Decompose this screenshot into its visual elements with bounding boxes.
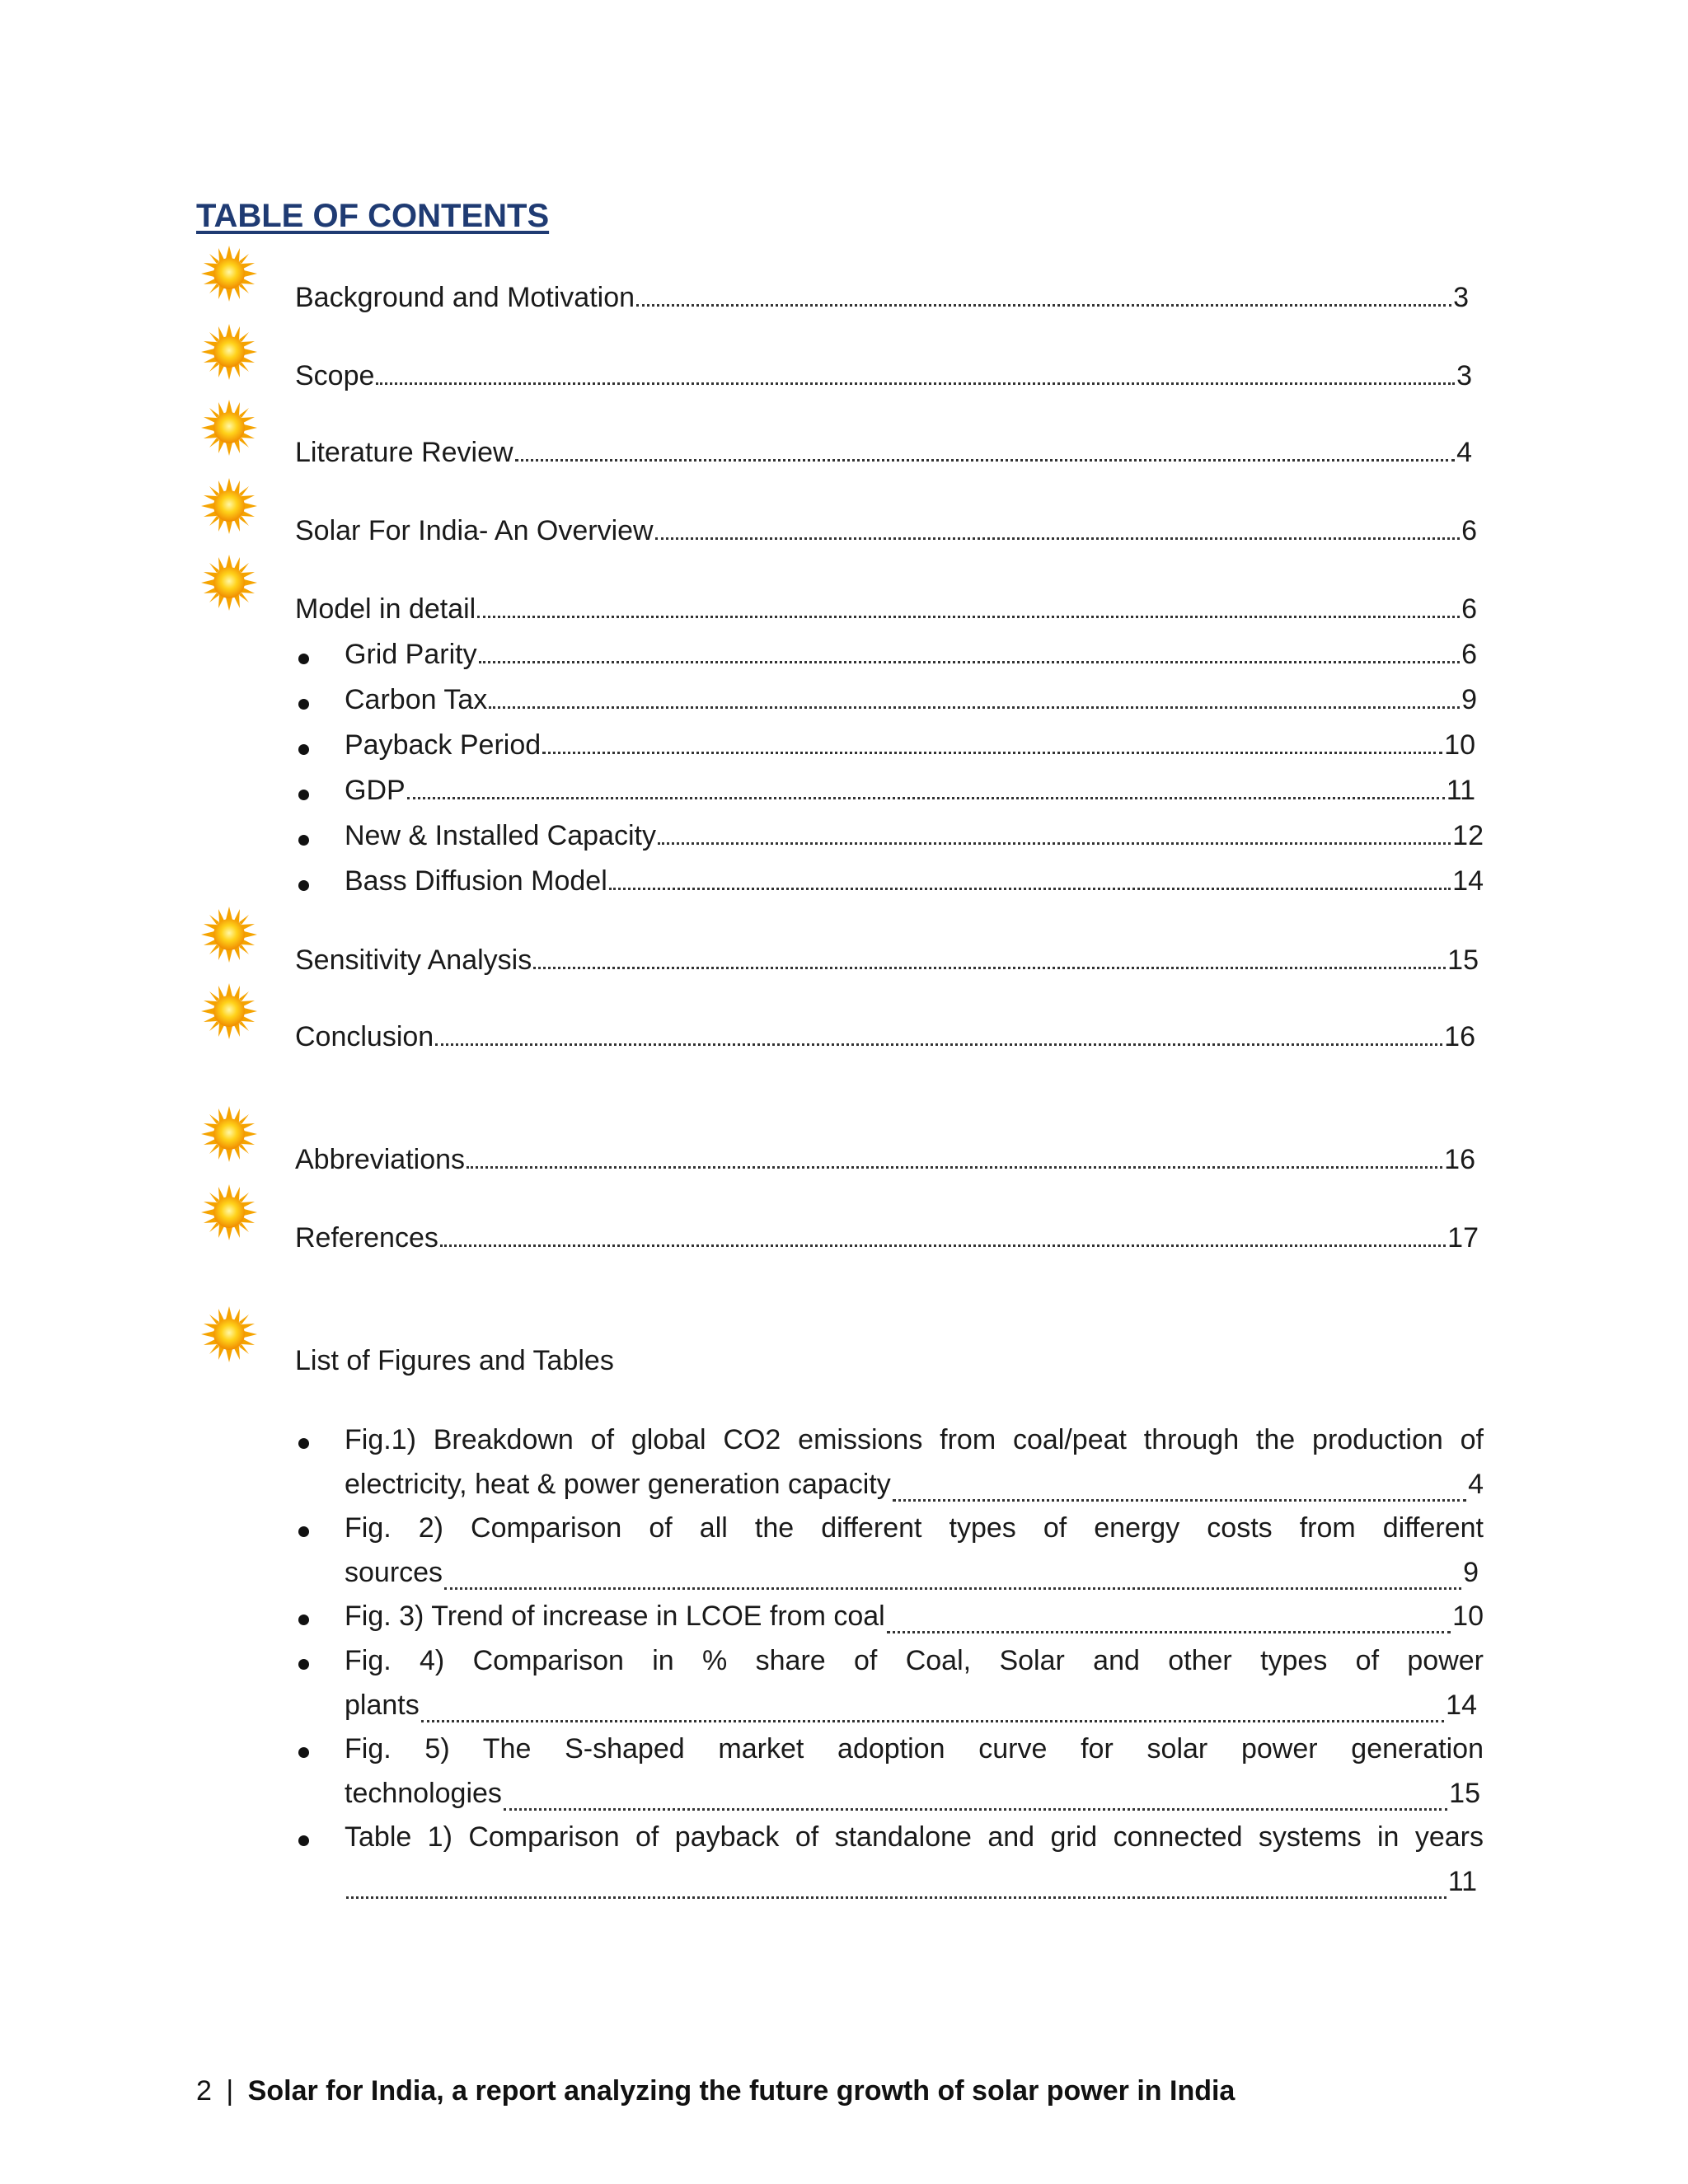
leader-dots: [467, 1166, 1442, 1169]
toc-entry-sensitivity[interactable]: [295, 946, 1479, 974]
toc-entry-label: Model in detail: [295, 593, 476, 625]
figure-entry-line2-row: [345, 1594, 1484, 1638]
leader-dots: [477, 616, 1460, 618]
leader-dots: [515, 459, 1456, 462]
figure-entry-line2-row: [345, 1683, 1477, 1727]
figure-entry-line1: Fig. 2) Comparison of all the different types of energy costs from different: [345, 1512, 1484, 1544]
toc-entry-label: Bass Diffusion Model: [345, 865, 607, 897]
figures-heading: [295, 1347, 614, 1375]
toc-subentry-gdp[interactable]: [345, 776, 1475, 804]
table-entry-1[interactable]: [345, 1815, 1484, 1904]
toc-subentry-carbon-tax[interactable]: [345, 686, 1477, 714]
toc-entry-page: 4: [1456, 437, 1472, 468]
toc-subentry-bass-diffusion[interactable]: [345, 867, 1484, 895]
leader-dots: [504, 1808, 1447, 1811]
toc-entry-page: 3: [1453, 282, 1469, 313]
leader-dots: [435, 1043, 1442, 1046]
leader-dots: [489, 706, 1460, 709]
figure-entry-line2: Fig. 3) Trend of increase in LCOE from coal: [345, 1601, 885, 1632]
sun-icon: [201, 324, 257, 380]
footer-page-number: 2: [196, 2075, 212, 2107]
sun-icon: [201, 400, 257, 456]
bullet: [298, 880, 309, 891]
bullet: [298, 744, 309, 755]
bullet: [298, 1747, 309, 1758]
bullet: [298, 790, 309, 800]
bullet: [298, 1835, 309, 1846]
sun-icon: [201, 907, 257, 963]
toc-entry-page: 15: [1447, 944, 1479, 976]
leader-dots: [658, 842, 1451, 845]
sun-icon: [201, 478, 257, 534]
toc-entry-page: 17: [1447, 1222, 1479, 1254]
bullet: [298, 1615, 309, 1625]
toc-entry-abbreviations[interactable]: [295, 1146, 1475, 1174]
sun-icon: [201, 1184, 257, 1240]
figure-entry-line2: plants: [345, 1690, 420, 1721]
toc-entry-label: Scope: [295, 360, 375, 391]
figure-entry-line2-row: [345, 1859, 1477, 1904]
figure-entry-page: 11: [1447, 1866, 1477, 1897]
sun-icon: [201, 555, 257, 611]
figure-entry-line1: Fig. 5) The S-shaped market adoption curve for solar power generation: [345, 1733, 1484, 1765]
toc-entry-label: GDP: [345, 775, 406, 806]
leader-dots: [533, 967, 1446, 969]
toc-entry-page: 6: [1461, 515, 1477, 546]
toc-entry-label: Carbon Tax: [345, 684, 488, 715]
leader-dots: [444, 1587, 1461, 1590]
leader-dots: [542, 752, 1442, 754]
toc-entry-page: 10: [1444, 729, 1475, 761]
leader-dots: [887, 1631, 1451, 1633]
sun-icon: [201, 246, 257, 302]
leader-dots: [479, 661, 1460, 663]
figure-entry-page: 4: [1468, 1469, 1484, 1500]
toc-entry-page: 6: [1461, 593, 1477, 625]
figure-entry-line2-row: [345, 1550, 1479, 1595]
figure-entry-4[interactable]: [345, 1638, 1484, 1727]
figure-entry-line2: technologies: [345, 1778, 502, 1809]
bullet: [298, 1438, 309, 1449]
figure-entry-line1: Fig.1) Breakdown of global CO2 emissions from coal/peat through the production of: [345, 1424, 1484, 1455]
leader-dots: [346, 1896, 1447, 1899]
toc-subentry-grid-parity[interactable]: [345, 640, 1477, 668]
page-footer: [196, 2075, 1235, 2107]
bullet: [298, 1526, 309, 1537]
toc-entry-label: Grid Parity: [345, 639, 477, 670]
figure-entry-line2-row: [345, 1771, 1480, 1816]
bullet: [298, 1659, 309, 1670]
figure-entry-line2: electricity, heat & power generation capacity: [345, 1469, 891, 1500]
figure-entry-page: 15: [1449, 1778, 1480, 1809]
toc-entry-page: 6: [1461, 639, 1477, 670]
toc-subentry-payback-period[interactable]: [345, 731, 1475, 759]
figure-entry-line2: sources: [345, 1557, 443, 1588]
toc-entry-references[interactable]: [295, 1224, 1479, 1252]
leader-dots: [376, 382, 1455, 385]
figure-entry-line1: Table 1) Comparison of payback of standalone and grid connected systems in years: [345, 1821, 1484, 1853]
toc-entry-label: Background and Motivation: [295, 282, 635, 313]
leader-dots: [609, 888, 1451, 890]
footer-title: Solar for India, a report analyzing the future growth of solar power in India: [247, 2075, 1236, 2107]
figure-entry-2[interactable]: [345, 1506, 1484, 1595]
toc-entry-label: Solar For India- An Overview: [295, 515, 654, 546]
toc-entry-page: 11: [1446, 775, 1475, 806]
figure-entry-page: 10: [1452, 1601, 1484, 1632]
toc-subentry-capacity[interactable]: [345, 822, 1484, 850]
leader-dots: [893, 1499, 1466, 1502]
toc-entry-label: Conclusion: [295, 1021, 434, 1052]
figure-entry-page: 14: [1446, 1690, 1477, 1721]
figure-entry-3[interactable]: [345, 1594, 1484, 1638]
toc-entry-overview[interactable]: [295, 517, 1477, 545]
toc-entry-label: References: [295, 1222, 438, 1254]
toc-entry-label: Abbreviations: [295, 1144, 466, 1175]
toc-entry-label: New & Installed Capacity: [345, 820, 656, 851]
bullet: [298, 835, 309, 846]
bullet: [298, 699, 309, 710]
toc-entry-label: Sensitivity Analysis: [295, 944, 532, 976]
figure-entry-5[interactable]: [345, 1727, 1484, 1816]
toc-entry-model[interactable]: [295, 595, 1477, 623]
leader-dots: [440, 1244, 1446, 1247]
toc-title: TABLE OF CONTENTS: [196, 198, 550, 234]
toc-entry-page: 14: [1452, 865, 1484, 897]
toc-entry-page: 16: [1444, 1021, 1475, 1052]
toc-entry-scope[interactable]: [295, 362, 1472, 390]
leader-dots: [407, 797, 1445, 799]
leader-dots: [636, 304, 1451, 307]
toc-entry-page: 12: [1452, 820, 1484, 851]
toc-entry-page: 16: [1444, 1144, 1475, 1175]
toc-entry-page: 3: [1456, 360, 1472, 391]
toc-entry-background[interactable]: [295, 284, 1469, 312]
bullet: [298, 654, 309, 664]
leader-dots: [655, 537, 1460, 540]
figure-entry-line1: Fig. 4) Comparison in % share of Coal, Solar and other types of power: [345, 1645, 1484, 1676]
sun-icon: [201, 1306, 257, 1362]
sun-icon: [201, 1106, 257, 1162]
figure-entry-page: 9: [1463, 1557, 1479, 1588]
leader-dots: [421, 1720, 1444, 1722]
figures-heading-text: List of Figures and Tables: [295, 1345, 614, 1376]
toc-entry-label: Payback Period: [345, 729, 542, 761]
toc-entry-page: 9: [1461, 684, 1477, 715]
toc-entry-literature-review[interactable]: [295, 438, 1472, 466]
figure-entry-1[interactable]: [345, 1418, 1484, 1507]
sun-icon: [201, 983, 257, 1039]
toc-entry-label: Literature Review: [295, 437, 513, 468]
figure-entry-line2-row: [345, 1462, 1484, 1507]
toc-entry-conclusion[interactable]: [295, 1023, 1475, 1051]
footer-separator: |: [226, 2075, 234, 2107]
